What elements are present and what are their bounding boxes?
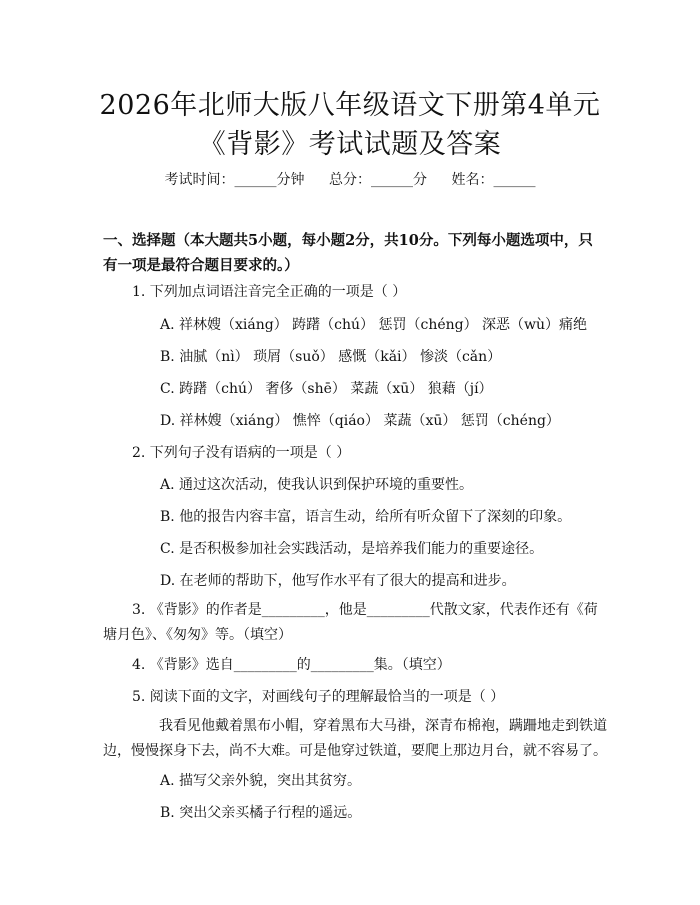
question-2-option-c: C. 是否积极参加社会实践活动，是培养我们能力的重要途径。 (160, 541, 544, 557)
exam-score: 总分：______分 (329, 172, 427, 188)
question-2-option-d: D. 在老师的帮助下，他写作水平有了很大的提高和进步。 (160, 573, 516, 589)
question-4-stem: 4. 《背影》选自_________的_________集。（填空） (132, 657, 451, 673)
question-2-option-b: B. 他的报告内容丰富，语言生动，给所有听众留下了深刻的印象。 (160, 509, 572, 525)
question-2-option-a: A. 通过这次活动，使我认识到保护环境的重要性。 (160, 477, 474, 493)
exam-meta (0, 169, 700, 189)
question-5-stem: 5. 阅读下面的文字，对画线句子的理解最恰当的一项是（ ） (132, 689, 505, 705)
question-5-option-b: B. 突出父亲买橘子行程的遥远。 (160, 805, 362, 821)
exam-name: 姓名：______ (451, 172, 536, 188)
question-1-stem: 1. 下列加点词语注音完全正确的一项是（ ） (132, 284, 407, 300)
question-2-stem: 2. 下列句子没有语病的一项是（ ） (132, 445, 351, 461)
document-title-line2: 《背影》考试试题及答案 (198, 129, 502, 160)
question-1-option-d: D. 祥林嫂（xiáng） 憔悴（qiáo） 菜蔬（xū） 惩罚（chéng） (160, 413, 560, 429)
question-1-option-a: A. 祥林嫂（xiáng） 踌躇（chú） 惩罚（chéng） 深恶（wù）痛绝 (160, 317, 588, 333)
question-1-option-b: B. 油腻（nì） 琐屑（suǒ） 感慨（kǎi） 惨淡（cǎn） (160, 349, 502, 365)
question-1-option-c: C. 踌躇（chú） 奢侈（shē） 菜蔬（xū） 狼藉（jí） (160, 381, 493, 397)
section-heading: 一、选择题（本大题共5小题，每小题2分，共10分。下列每小题选项中，只有一项是最符合题目要求的。） (103, 232, 593, 274)
exam-time: 考试时间：______分钟 (164, 172, 305, 188)
question-3-text: 3. 《背影》的作者是_________，他是_________代散文家，代表作还有《荷塘月色》、《匆匆》等。（填空） (103, 602, 598, 643)
question-5-passage: 我看见他戴着黑布小帽，穿着黑布大马褂，深青布棉袍，蹒跚地走到铁道边，慢慢探身下去，尚不大难。可是他穿过铁道，要爬上那边月台，就不容易了。 (103, 718, 607, 759)
document-title-line1: 2026年北师大版八年级语文下册第4单元 (99, 90, 601, 121)
question-5-option-a: A. 描写父亲外貌，突出其贫穷。 (160, 773, 362, 789)
